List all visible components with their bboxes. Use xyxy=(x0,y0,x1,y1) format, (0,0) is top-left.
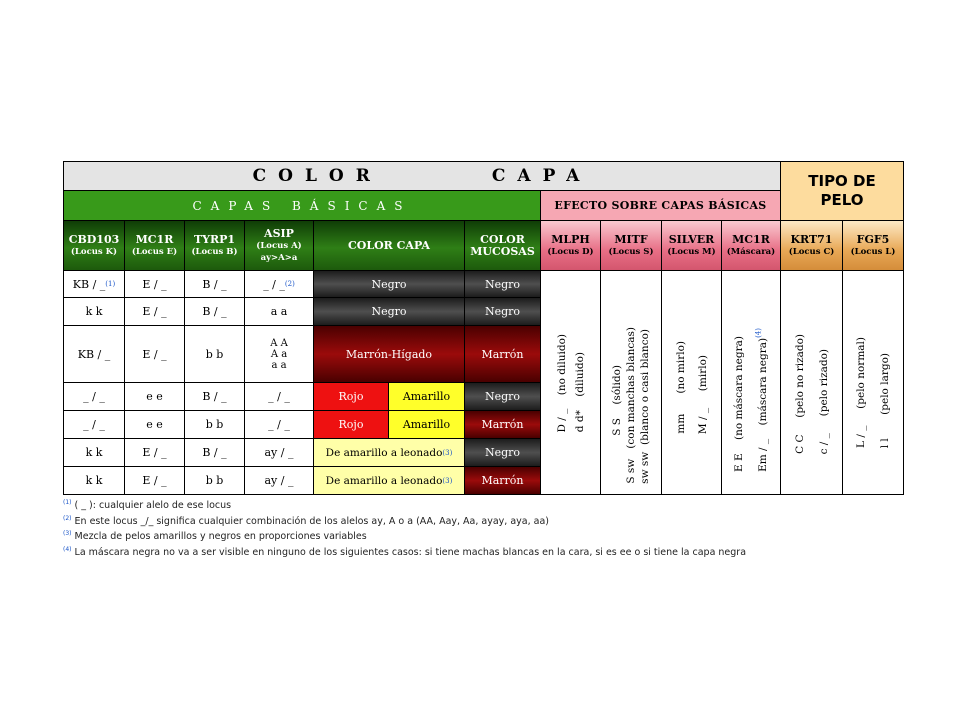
header-mitf-locus: (Locus S) xyxy=(608,246,654,257)
krt71-genotype-1: C C (pelo no rizado) xyxy=(793,334,806,454)
header-color-mucosas-line2: MUCOSAS xyxy=(470,244,535,258)
row4-capa-amarillo: Amarillo xyxy=(389,383,465,411)
header-mc1r-name: MC1R xyxy=(135,232,174,246)
silver-genotype-1: mm (no mirlo) xyxy=(674,341,687,434)
row7-mucosas: Marrón xyxy=(465,467,541,494)
header-silver xyxy=(662,221,722,271)
row6-asip: ay / _ xyxy=(245,439,314,467)
krt71-column xyxy=(781,271,843,494)
footnote-4: $^{(4)}$ La máscara negra no va a ser visible en ninguno de los siguientes casos: si tiene machas blancas en la cara, si es ee o si tiene la capa negra xyxy=(63,545,747,558)
header-fgf5-locus: (Locus L) xyxy=(850,246,896,257)
mitf-genotype-2: S sw (con manchas blancas) xyxy=(625,327,637,484)
capas-basicas-header: CAPAS BÁSICAS xyxy=(64,191,541,221)
mitf-column xyxy=(601,271,662,494)
header-mc1r-mascara xyxy=(722,221,781,271)
header-asip-locus: (Locus A) xyxy=(256,240,302,251)
row2-color-capa: Negro xyxy=(314,298,465,326)
footnote-3: $^{(3)}$ Mezcla de pelos amarillos y negros en proporciones variables xyxy=(63,529,367,542)
krt71-genotype-2: c / _ (pelo rizado) xyxy=(817,348,830,454)
footnote-2: $^{(2)}$ En este locus _/_ significa cualquier combinación de los alelos ay, A o a (AA, Aay, Aa, ayay, aya, aa) xyxy=(63,514,550,527)
mitf-genotype-3: sw sw (blanco o casi blanco) xyxy=(639,329,651,484)
row3-mc1r: E / _ xyxy=(125,326,185,383)
header-mitf-name: MITF xyxy=(614,232,648,246)
header-tyrp1 xyxy=(185,221,245,271)
row5-asip: _ / _ xyxy=(245,411,314,439)
mlph-genotype-1: D / _ (no diluido) xyxy=(555,333,568,432)
header-mlph xyxy=(541,221,601,271)
header-color-mucosas xyxy=(465,221,541,271)
header-silver-name: SILVER xyxy=(668,232,715,246)
color-capa-banner xyxy=(64,162,781,191)
header-asip xyxy=(245,221,314,271)
row4-capa-rojo: Rojo xyxy=(314,383,389,411)
header-tyrp1-locus: (Locus B) xyxy=(191,246,238,257)
row7-color-capa: De amarillo a leonado (3) xyxy=(314,467,465,494)
tipo-de-pelo-header: TIPO DE PELO xyxy=(781,162,903,221)
silver-column xyxy=(662,271,722,494)
mlph-column xyxy=(541,271,601,494)
mlph-genotype-2: d d* (diluido) xyxy=(573,351,586,432)
header-color-mucosas-line1: COLOR xyxy=(480,232,525,246)
row1-color-capa: Negro xyxy=(314,271,465,298)
row7-asip: ay / _ xyxy=(245,467,314,494)
row4-mucosas: Negro xyxy=(465,383,541,411)
header-krt71-locus: (Locus C) xyxy=(788,246,835,257)
header-fgf5 xyxy=(843,221,903,271)
row5-cbd103: _ / _ xyxy=(64,411,125,439)
row5-tyrp1: b b xyxy=(185,411,245,439)
row1-tyrp1: B / _ xyxy=(185,271,245,298)
header-mc1r-locus: (Locus E) xyxy=(131,246,178,257)
row3-mucosas: Marrón xyxy=(465,326,541,383)
row4-mc1r: e e xyxy=(125,383,185,411)
row6-tyrp1: B / _ xyxy=(185,439,245,467)
row6-color-capa: De amarillo a leonado (3) xyxy=(314,439,465,467)
row6-cbd103: k k xyxy=(64,439,125,467)
header-mlph-locus: (Locus D) xyxy=(547,246,594,257)
row4-tyrp1: B / _ xyxy=(185,383,245,411)
mask-genotype-1: E E (no máscara negra) xyxy=(733,336,745,472)
header-color-capa-label: COLOR CAPA xyxy=(348,238,430,252)
row2-mucosas: Negro xyxy=(465,298,541,326)
fgf5-genotype-1: L / _ (pelo normal) xyxy=(855,337,867,448)
fgf5-column xyxy=(843,271,903,494)
row3-asip: A A A a a a xyxy=(245,326,314,383)
mask-genotype-2: Em / _ (máscara negra)$^{(4)}$ xyxy=(754,328,769,472)
header-mc1r xyxy=(125,221,185,271)
row4-asip: _ / _ xyxy=(245,383,314,411)
row2-cbd103: k k xyxy=(64,298,125,326)
header-silver-locus: (Locus M) xyxy=(667,246,716,257)
row6-mc1r: E / _ xyxy=(125,439,185,467)
row5-capa-rojo: Rojo xyxy=(314,411,389,439)
row1-mucosas: Negro xyxy=(465,271,541,298)
row7-cbd103: k k xyxy=(64,467,125,494)
header-tyrp1-name: TYRP1 xyxy=(193,232,236,246)
header-asip-order: ay>A>a xyxy=(260,252,298,263)
row2-tyrp1: B / _ xyxy=(185,298,245,326)
row5-mc1r: e e xyxy=(125,411,185,439)
row1-cbd103: KB / _ (1) xyxy=(64,271,125,298)
header-mitf xyxy=(601,221,662,271)
row7-mc1r: E / _ xyxy=(125,467,185,494)
row3-color-capa: Marrón-Hígado xyxy=(314,326,465,383)
footnote-1: $^{(1)}$ ( _ ): cualquier alelo de ese locus xyxy=(63,498,232,511)
efecto-header: EFECTO SOBRE CAPAS BÁSICAS xyxy=(541,191,781,221)
header-cbd103-name: CBD103 xyxy=(68,232,120,246)
row6-mucosas: Negro xyxy=(465,439,541,467)
silver-genotype-2: M / _ (mirlo) xyxy=(696,354,709,434)
fgf5-genotype-2: l l (pelo largo) xyxy=(879,352,891,448)
mitf-genotype-1: S S (sólido) xyxy=(611,365,623,436)
row3-tyrp1: b b xyxy=(185,326,245,383)
genetics-table xyxy=(63,161,904,495)
header-krt71-name: KRT71 xyxy=(790,232,833,246)
row1-mc1r: E / _ xyxy=(125,271,185,298)
header-fgf5-name: FGF5 xyxy=(856,232,890,246)
row2-asip: a a xyxy=(245,298,314,326)
row7-tyrp1: b b xyxy=(185,467,245,494)
row5-mucosas: Marrón xyxy=(465,411,541,439)
header-mc1r-mascara-locus: (Máscara) xyxy=(726,246,776,257)
row1-asip: _ / _ (2) xyxy=(245,271,314,298)
header-cbd103-locus: (Locus K) xyxy=(70,246,118,257)
row3-cbd103: KB / _ xyxy=(64,326,125,383)
header-mc1r-mascara-name: MC1R xyxy=(732,232,770,246)
row2-mc1r: E / _ xyxy=(125,298,185,326)
header-mlph-name: MLPH xyxy=(551,232,590,246)
header-asip-name: ASIP xyxy=(264,226,294,240)
header-krt71 xyxy=(781,221,843,271)
banner-capa: CAPA xyxy=(491,166,592,186)
row5-capa-amarillo: Amarillo xyxy=(389,411,465,439)
header-cbd103 xyxy=(64,221,125,271)
mask-column xyxy=(722,271,781,494)
banner-color: COLOR xyxy=(252,166,382,186)
row4-cbd103: _ / _ xyxy=(64,383,125,411)
header-color-capa xyxy=(314,221,465,271)
